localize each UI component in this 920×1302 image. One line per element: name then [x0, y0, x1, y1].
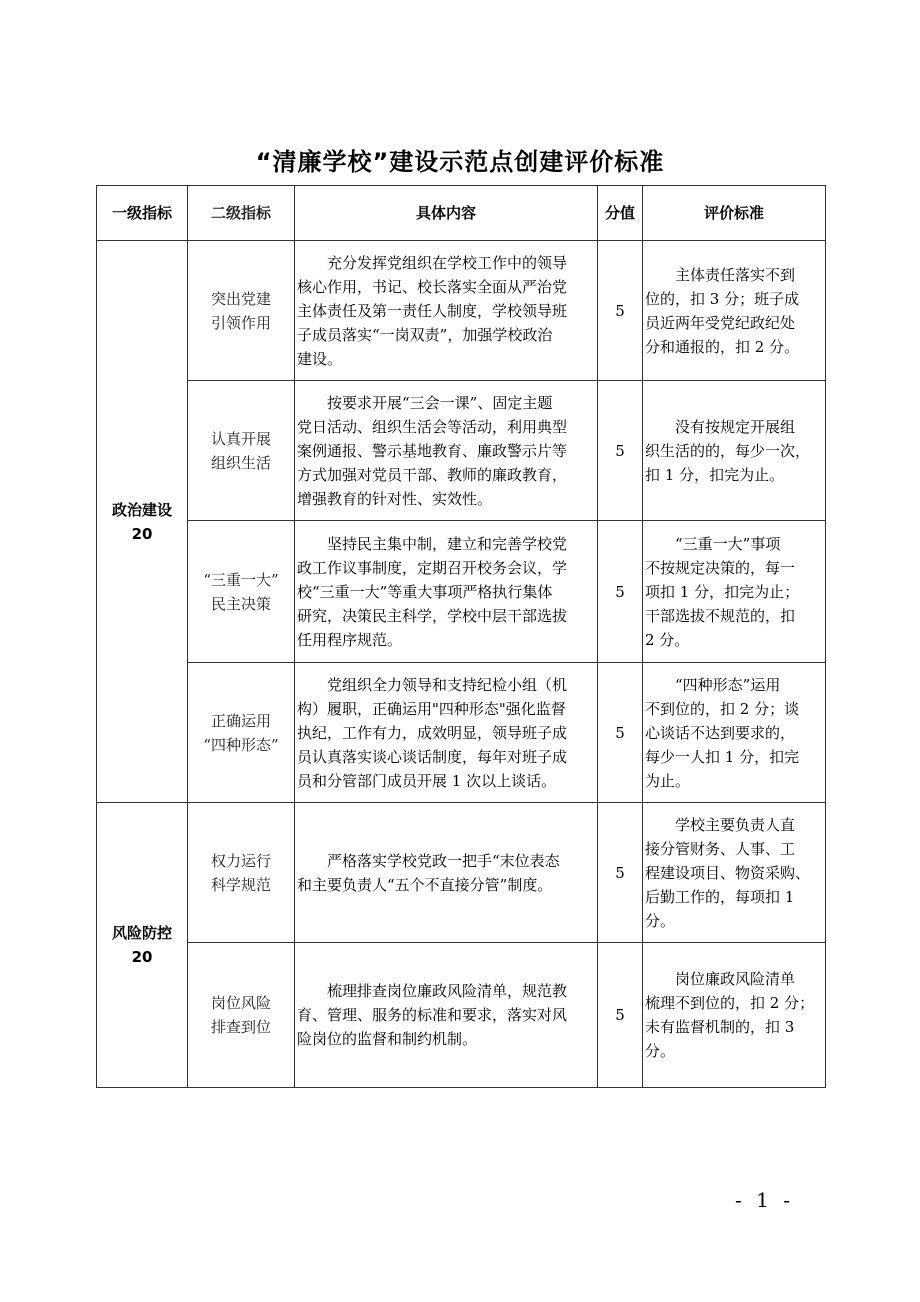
header-level2: 二级指标	[188, 186, 295, 241]
table-header-row	[97, 186, 826, 241]
content-cell: 按要求开展“三会一课”、固定主题 党日活动、组织生活会等活动，利用典型 案例通报、警示基地教育、廉政警示片等 方式加强对党员干部、教师的廉政教育， 增强教育的针对性、实效性。	[297, 393, 568, 508]
level2-cell: “三重一大” 民主决策	[188, 521, 295, 663]
header-content: 具体内容	[295, 186, 598, 241]
score-cell: 5	[598, 521, 643, 663]
criteria-cell: 岗位廉政风险清单 梳理不到位的，扣 2 分； 未有监督机制的，扣 3 分。	[645, 970, 815, 1060]
header-level1: 一级指标	[97, 186, 188, 241]
level2-cell: 权力运行 科学规范	[188, 803, 295, 943]
criteria-cell: 主体责任落实不到 位的，扣 3 分；班子成 员近两年受党纪政纪处 分和通报的，扣 2 分。	[645, 265, 800, 356]
level2-cell: 正确运用 “四种形态”	[188, 663, 295, 803]
page-number: - 1 -	[735, 1188, 794, 1212]
group-score: 20	[131, 948, 153, 966]
criteria-cell: “四种形态”运用 不到位的，扣 2 分；谈 心谈话不达到要求的， 每少一人扣 1 分，扣完 为止。	[645, 675, 800, 790]
table-row	[97, 663, 826, 803]
score-cell: 5	[598, 663, 643, 803]
score-cell: 5	[598, 241, 643, 381]
table-row	[97, 241, 826, 381]
level2-cell: 岗位风险 排查到位	[188, 943, 295, 1088]
criteria-cell: “三重一大”事项 不按规定决策的，每一 项扣 1 分，扣完为止； 干部选拔不规范的，扣 2 分。	[645, 534, 800, 649]
group-name: 政治建设	[111, 500, 172, 519]
score-cell: 5	[598, 803, 643, 943]
table-row	[97, 943, 826, 1088]
table-row	[97, 381, 826, 521]
header-criteria: 评价标准	[643, 186, 826, 241]
content-cell: 梳理排查岗位廉政风险清单，规范教 育、管理、服务的标准和要求，落实对风 险岗位的监督和制约机制。	[297, 982, 568, 1048]
content-cell: 严格落实学校党政一把手“末位表态 和主要负责人“五个不直接分管”制度。	[297, 851, 560, 894]
group-cell	[97, 803, 188, 1088]
criteria-cell: 学校主要负责人直 接分管财务、人事、工 程建设项目、物资采购、 后勤工作的，每项扣 1 分。	[645, 815, 811, 930]
criteria-cell: 没有按规定开展组 织生活的的，每少一次， 扣 1 分，扣完为止。	[645, 417, 811, 484]
score-cell: 5	[598, 381, 643, 521]
score-cell: 5	[598, 943, 643, 1088]
document-title: “清廉学校”建设示范点创建评价标准	[255, 148, 665, 176]
group-score: 20	[131, 524, 153, 543]
content-cell: 党组织全力领导和支持纪检小组（机 构）履职，正确运用"四种形态"强化监督 执纪，工作有力，成效明显，领导班子成 员认真落实谈心谈话制度，每年对班子成 员和分管部门成员开展 1 次以上谈话。	[297, 675, 568, 790]
header-score: 分值	[598, 186, 643, 241]
group-name: 风险防控	[111, 924, 172, 942]
content-cell: 坚持民主集中制，建立和完善学校党 政工作议事制度，定期召开校务会议，学 校“三重一大”等重大事项严格执行集体 研究，决策民主科学，学校中层干部选拔 任用程序规范。	[297, 534, 568, 649]
level2-cell: 突出党建 引领作用	[188, 241, 295, 381]
table-row	[97, 521, 826, 663]
evaluation-table	[96, 185, 826, 1088]
content-cell: 充分发挥党组织在学校工作中的领导 核心作用，书记、校长落实全面从严治党 主体责任及第一责任人制度，学校领导班 子成员落实“一岗双责”，加强学校政治 建设。	[297, 253, 568, 368]
table-row	[97, 803, 826, 943]
group-cell	[97, 241, 188, 803]
level2-cell: 认真开展 组织生活	[188, 381, 295, 521]
